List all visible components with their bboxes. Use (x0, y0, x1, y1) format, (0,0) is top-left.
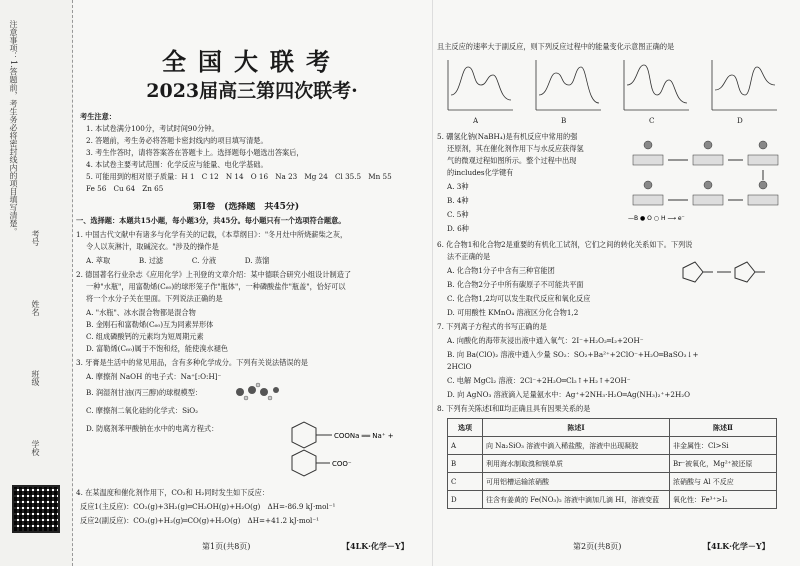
question-line: 2. 德国著名行业杂志《应用化学》上刊登的文章介绍：某中德联合研究小组设计制造了 (76, 270, 352, 279)
table-cell: C (448, 473, 483, 491)
binding-margin (0, 0, 73, 566)
question-line: 的includes化学键有 (447, 168, 514, 177)
table-header: 选项 (448, 419, 483, 437)
question-option: B. 润湿剂甘油(丙三醇)的球棍模型： (86, 388, 203, 397)
notes-line: 2. 答题前，考生务必将答题卡密封线内的项目填写清楚。 (86, 136, 268, 145)
question-option: 2HClO (447, 362, 472, 371)
question-option: B. 4种 (447, 196, 469, 205)
question-option: D. 防腐剂苯甲酸钠在水中的电离方程式： (86, 424, 219, 433)
question-option: D. 6种 (447, 224, 469, 233)
question-option: B. 向 Ba(ClO)₂ 溶液中通入少量 SO₂：SO₂+Ba²⁺+2ClO⁻+H₂O═BaSO₃↓+ (447, 350, 699, 359)
table-cell: A (448, 437, 483, 455)
page-number-left: 第1页(共8页) (202, 542, 251, 551)
table-cell: Br⁻被氧化，Mg²⁺被还原 (670, 455, 777, 473)
question-option: B. 化合物2分子中所有碳原子不可能共平面 (447, 280, 584, 289)
brand-title: 全国大联考 (162, 47, 342, 76)
exam-title: 2023届高三第四次联考· (146, 80, 358, 102)
section-title: 第Ⅰ卷 (选择题 共45分) (192, 202, 300, 212)
question-line: 1. 中国古代文献中有诸多与化学有关的记载，《本草纲目》："冬月灶中所烧薪柴之灰， (76, 230, 348, 239)
table-cell: 氧化性：Fe³⁺>I₂ (670, 491, 777, 509)
question-line: 5. 硼氢化钠(NaBH₄)是有机反应中常用的强 (437, 132, 578, 141)
question-line: 气的微观过程如图所示。整个过程中出现 (447, 156, 577, 165)
question-line: 令人以灰淋汁，取碱浣衣。"涉及的操作是 (86, 242, 219, 251)
notes-line: 3. 考生作答时，请将答案答在答题卡上。选择题每小题选出答案后， (86, 148, 304, 157)
qr-code (12, 485, 60, 533)
question-options: A. 萃取 B. 过滤 C. 分液 D. 蒸馏 (86, 256, 270, 265)
notes-title: 考生注意： (80, 112, 116, 121)
question-line: 一种"水瓶"，用富勒烯(C₆₀)的球形笼子作"瓶体"，一种磷酸盐作"瓶盖"，恰好可以 (86, 282, 346, 291)
page-tag-right: 【4LK·化学－Y】 (703, 541, 770, 551)
binding-notice: 注意事项：1.答题前，考生务必将密封线内的项目填写清楚。 (9, 20, 18, 236)
notes-line: Fe 56 Cu 64 Zn 65 (86, 184, 164, 193)
question-line: 法不正确的是 (447, 252, 491, 261)
notes-line: 5. 可能用到的相对原子质量：H 1 C 12 N 14 O 16 Na 23 Mg 24 Cl 35.5 Mn 55 (86, 172, 392, 181)
compound-structures-image (673, 258, 783, 298)
question-option: C. 化合物1,2均可以发生取代反应和氧化反应 (447, 294, 591, 303)
question-option: A. 向酸化的海带灰浸出液中通入氧气：2I⁻+H₂O₂═I₂+2OH⁻ (447, 336, 644, 345)
question-line: 将一个水分子关在里面。下列说法正确的是 (86, 294, 223, 303)
question-line: 还原剂，其在催化剂作用下与水反应获得氢 (447, 144, 584, 153)
nabh4-mechanism-diagram (623, 130, 783, 225)
notes-line: 4. 本试卷主要考试范围：化学反应与能量、电化学基础。 (86, 160, 268, 169)
question-line: 且主反应的速率大于副反应，则下列反应过程中的能量变化示意图正确的是 (437, 42, 675, 51)
question-line: 7. 下列离子方程式的书写正确的是 (437, 322, 547, 331)
graph-label-c: C (649, 116, 655, 125)
page-tag-left: 【4LK·化学－Y】 (342, 541, 409, 551)
graph-label-b: B (561, 116, 567, 125)
page-number-right: 第2页(共8页) (573, 542, 622, 551)
graph-label-a: A (473, 116, 479, 125)
reaction-2: 反应2(副反应)：CO₂(g)+H₂(g)═CO(g)+H₂O(g) ΔH=+41.2 kJ·mol⁻¹ (80, 516, 319, 525)
benzoate-structure-image (272, 418, 412, 478)
table-header-row (448, 419, 777, 437)
question-option: C. 5种 (447, 210, 469, 219)
question-option: A. 3种 (447, 182, 469, 191)
table-cell: D (448, 491, 483, 509)
table-row (448, 473, 777, 491)
table-row (448, 455, 777, 473)
question-option: D. 富勒烯(C₆₀)属于不饱和烃，能使溴水褪色 (86, 344, 228, 353)
table-cell: 往含有姜黄的 Fe(NO₃)₂ 溶液中滴加几滴 HI，溶液变蓝 (483, 491, 670, 509)
question-line: 3. 牙膏是生活中的常见用品，含有多种化学成分。下列有关说法错误的是 (76, 358, 308, 367)
field-label-school: 学校 (31, 440, 40, 456)
graph-label-d: D (737, 116, 743, 125)
statements-table (447, 418, 777, 509)
svg-text:COO⁻: COO⁻ (332, 460, 352, 468)
svg-text:—B ● O ○ H ⟶ e⁻: —B ● O ○ H ⟶ e⁻ (628, 215, 685, 222)
table-row (448, 437, 777, 455)
field-label-class: 班级 (31, 370, 40, 386)
section-intro: 一、选择题：本题共15小题，每小题3分，共45分。每小题只有一个选项符合题意。 (76, 216, 346, 225)
field-label-name: 姓名 (31, 300, 40, 316)
notes-line: 1. 本试卷满分100分，考试时间90分钟。 (86, 124, 219, 133)
question-option: B. 金刚石和富勒烯(C₆₀)互为同素异形体 (86, 320, 214, 329)
question-option: A. 摩擦剂 NaOH 的电子式：Na⁺[:O:H]⁻ (86, 372, 222, 381)
question-option: A. "水瓶"、冰水混合物都是混合物 (86, 308, 196, 317)
right-page (432, 0, 800, 566)
question-option: C. 组成磷酸钙的元素均为短周期元素 (86, 332, 204, 341)
question-option: D. 可用酸性 KMnO₄ 溶液区分化合物1,2 (447, 308, 579, 317)
table-cell: 向 Na₂SiO₃ 溶液中滴入稀盐酸，溶液中出现凝胶 (483, 437, 670, 455)
question-option: A. 化合物1分子中含有三种官能团 (447, 266, 555, 275)
table-cell: 可用铝槽运输浓硝酸 (483, 473, 670, 491)
question-line: 6. 化合物1和化合物2是重要的有机化工试剂，它们之间的转化关系如下。下列说 (437, 240, 693, 249)
question-option: C. 摩擦剂二氧化硅的化学式：SiO₂ (86, 406, 199, 415)
table-cell: B (448, 455, 483, 473)
reaction-1: 反应1(主反应)：CO₂(g)+3H₂(g)═CH₃OH(g)+H₂O(g) ΔH=-86.9 kJ·mol⁻¹ (80, 502, 336, 511)
glycerol-model-image (232, 382, 282, 402)
question-option: C. 电解 MgCl₂ 溶液：2Cl⁻+2H₂O═Cl₂↑+H₂↑+2OH⁻ (447, 376, 631, 385)
left-page (72, 0, 432, 566)
table-row (448, 491, 777, 509)
table-cell: 利用海水制取溴和镁单质 (483, 455, 670, 473)
question-line: 4. 在某温度和催化剂作用下，CO₂和 H₂同时发生如下反应： (76, 488, 269, 497)
svg-text:COONa ══ Na⁺ +: COONa ══ Na⁺ + (334, 432, 394, 440)
table-cell: 非金属性：Cl>Si (670, 437, 777, 455)
question-line: 8. 下列有关陈述Ⅰ和Ⅱ均正确且具有因果关系的是 (437, 404, 591, 413)
energy-profile-graphs (443, 55, 783, 125)
table-header: 陈述Ⅱ (670, 419, 777, 437)
question-option: D. 向 AgNO₃ 溶液滴入足量氨水中：Ag⁺+2NH₃·H₂O═Ag(NH₃)₂⁺+2H₂O (447, 390, 690, 399)
table-cell: 浓硝酸与 Al 不反应 (670, 473, 777, 491)
field-label-kaohao: 考号 (31, 230, 40, 246)
table-header: 陈述Ⅰ (483, 419, 670, 437)
